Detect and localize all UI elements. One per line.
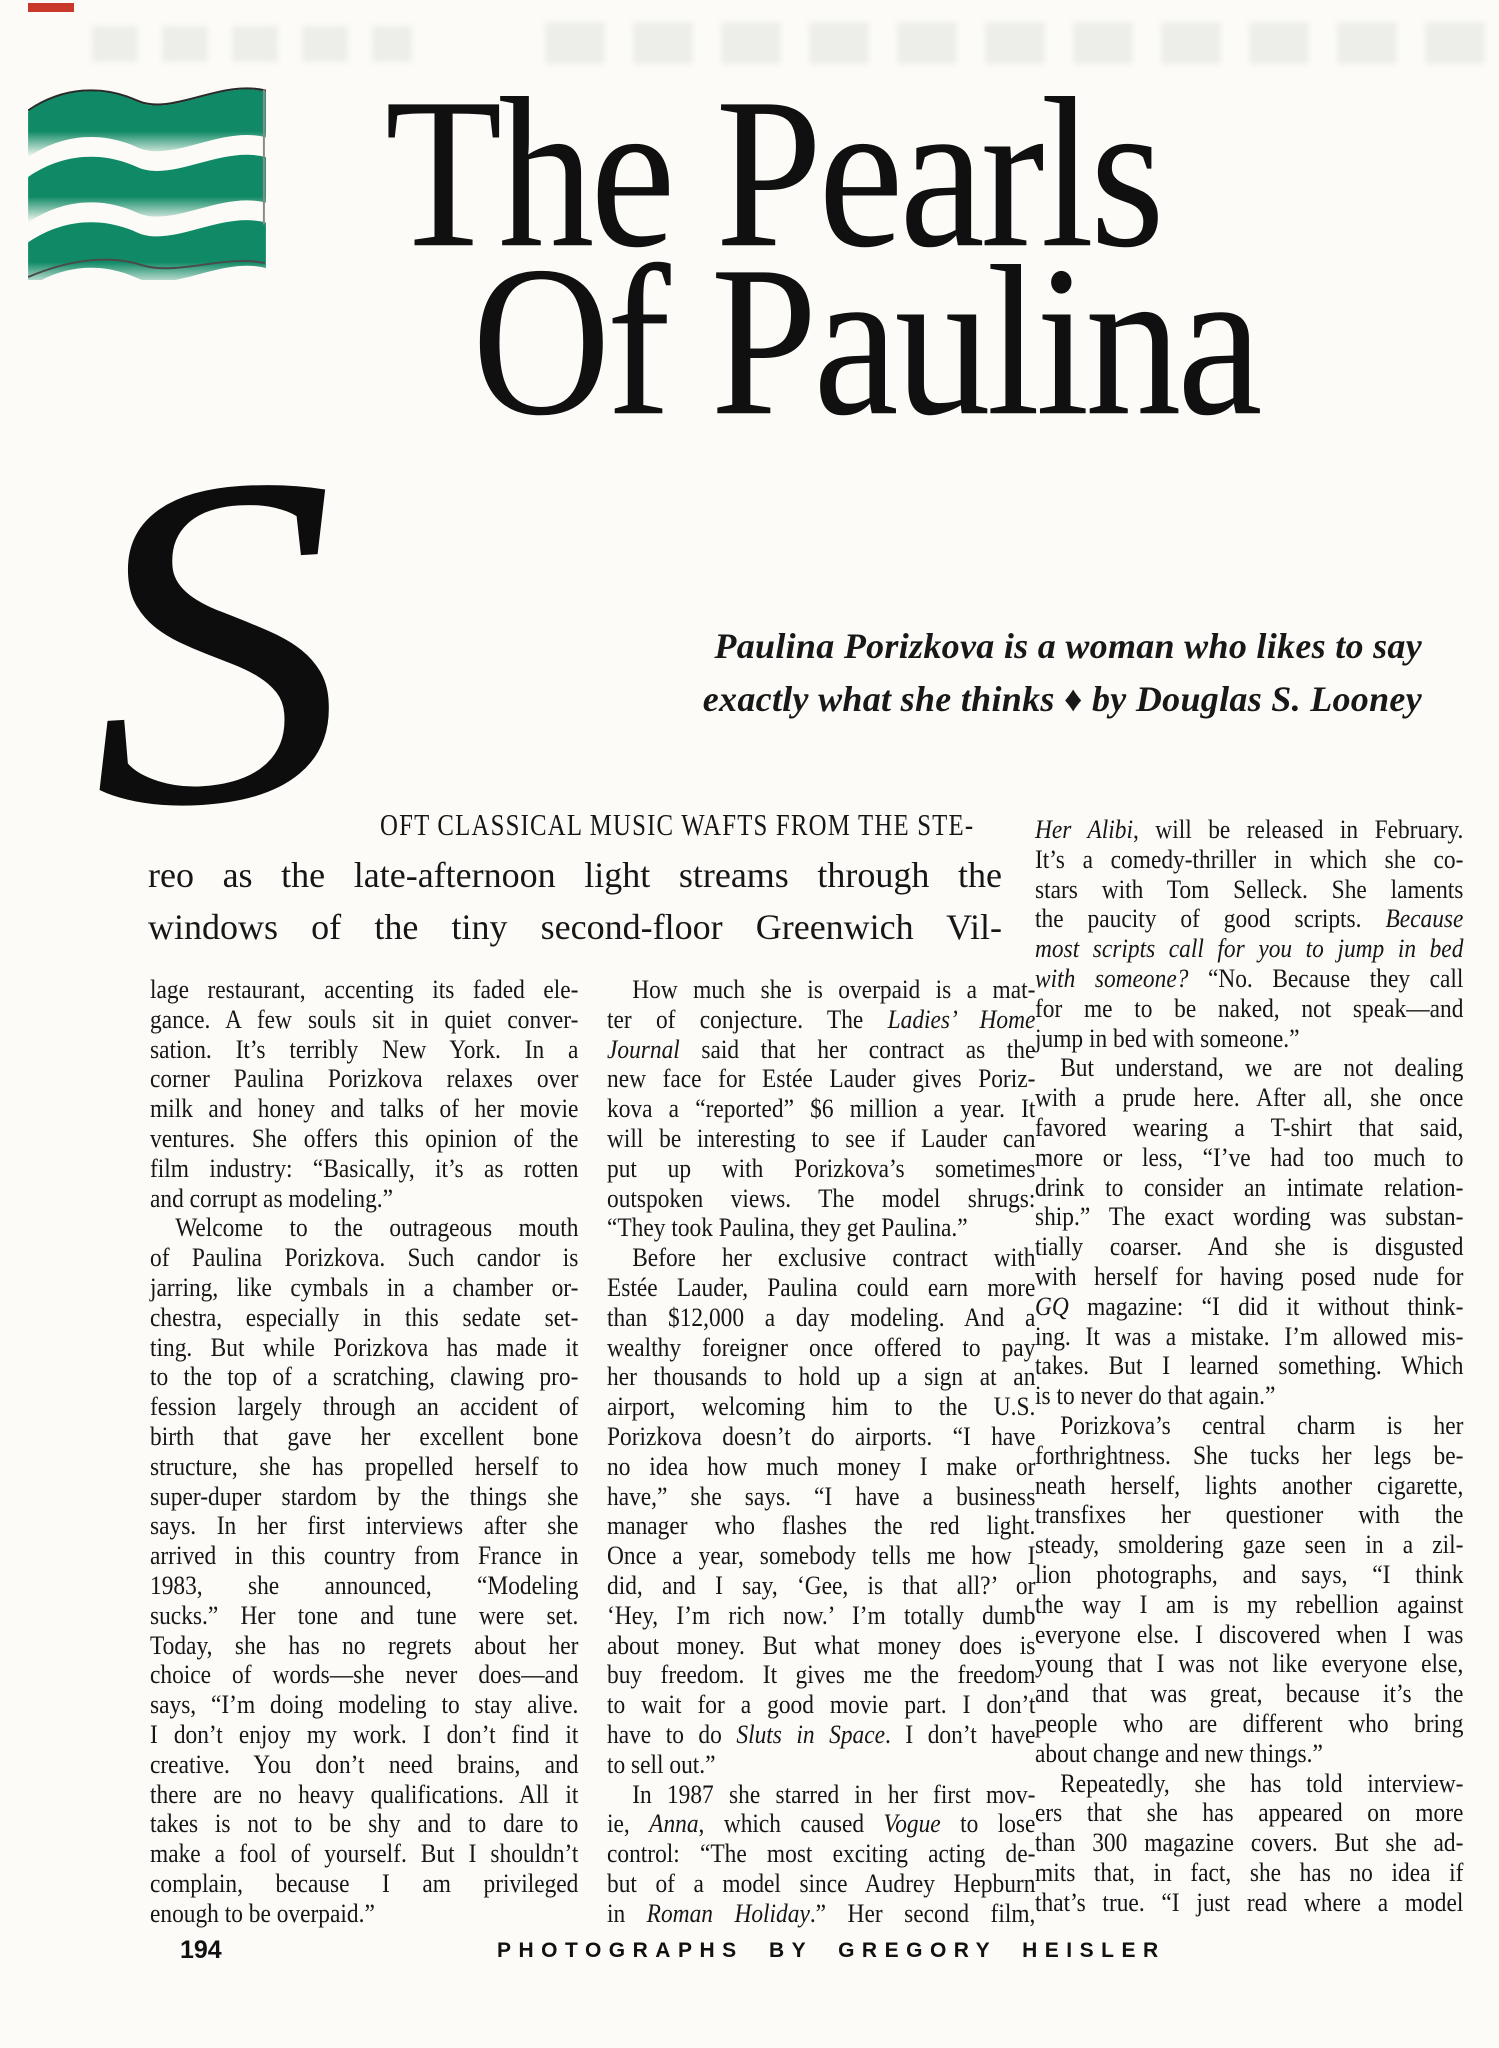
standfirst-line-1: Paulina Porizkova is a woman who likes to say (714, 626, 1422, 666)
text-line: to sell out.” (607, 1749, 716, 1779)
text-line: takes is not to be shy and to dare to (150, 1809, 579, 1839)
text-line: kova a “reported” $6 million a year. It (607, 1094, 1036, 1124)
text-line: with someone? “No. Because they call (1035, 963, 1464, 993)
text-line: will be interesting to see if Lauder can (607, 1123, 1036, 1153)
text-line: Welcome to the outrageous mouth (175, 1213, 579, 1243)
text-line: creative. You don’t need brains, and (150, 1749, 579, 1779)
text-line: fession largely through an accident of (150, 1392, 579, 1422)
text-line: her thousands to hold up a sign at an (607, 1362, 1036, 1392)
text-line: about change and new things.” (1035, 1738, 1323, 1768)
text-line: control: “The most exciting acting de- (607, 1839, 1036, 1869)
text-line: Today, she has no regrets about her (150, 1630, 579, 1660)
text-line: I don’t enjoy my work. I don’t find it (150, 1719, 579, 1749)
text-line: manager who flashes the red light. (607, 1511, 1036, 1541)
lead-line-3: windows of the tiny second-floor Greenwich Vil- (148, 907, 1002, 947)
text-line: that’s true. “I just read where a model (1035, 1887, 1464, 1917)
article-column-2 (607, 975, 1035, 1929)
text-line: ing. It was a mistake. I’m allowed mis- (1035, 1321, 1464, 1351)
text-line: corner Paulina Porizkova relaxes over (150, 1064, 579, 1094)
text-line: 1983, she announced, “Modeling (150, 1570, 579, 1600)
text-line: about money. But what money does is (607, 1630, 1036, 1660)
text-line: there are no heavy qualifications. All it (150, 1779, 579, 1809)
headline-line-1: The Pearls (385, 53, 1161, 293)
text-line: lion photographs, and says, “I think (1035, 1559, 1464, 1589)
green-wave-flag-logo (28, 66, 266, 280)
text-line: for me to be naked, not speak—and (1035, 993, 1464, 1023)
text-line: favored wearing a T-shirt that said, (1035, 1112, 1464, 1142)
text-line: ventures. She offers this opinion of the (150, 1123, 579, 1153)
text-line: the way I am is my rebellion against (1035, 1589, 1464, 1619)
text-line: outspoken views. The model shrugs: (607, 1183, 1036, 1213)
text-line: young that I was not like everyone else, (1035, 1649, 1464, 1679)
text-line: chestra, especially in this sedate set- (150, 1302, 579, 1332)
text-line: but of a model since Audrey Hepburn (607, 1868, 1036, 1898)
text-line: did, and I say, ‘Gee, is that all?’ or (607, 1570, 1036, 1600)
text-line: says. In her first interviews after she (150, 1511, 579, 1541)
drop-cap: S (61, 372, 366, 909)
registration-red-mark (28, 3, 74, 12)
text-line: have to do Sluts in Space. I don’t have (607, 1719, 1036, 1749)
text-line: to the top of a scratching, clawing pro- (150, 1362, 579, 1392)
page-number: 194 (180, 1936, 222, 1964)
text-line: Repeatedly, she has told interview- (1060, 1768, 1464, 1798)
text-line: wealthy foreigner once offered to pay (607, 1332, 1036, 1362)
text-line: is to never do that again.” (1035, 1381, 1276, 1411)
text-line: Porizkova doesn’t do airports. “I have (607, 1421, 1036, 1451)
text-line: birth that gave her excellent bone (150, 1421, 579, 1451)
text-line: ‘Hey, I’m rich now.’ I’m totally dumb (607, 1600, 1036, 1630)
text-line: people who are different who bring (1035, 1708, 1464, 1738)
text-line: to wait for a good movie part. I don’t (607, 1690, 1036, 1720)
text-line: How much she is overpaid is a mat- (632, 975, 1036, 1004)
article-column-1 (150, 975, 578, 1929)
text-line: It’s a comedy-thriller in which she co- (1035, 844, 1464, 874)
text-line: Porizkova’s central charm is her (1060, 1410, 1464, 1440)
text-line: have,” she says. “I have a business (607, 1481, 1036, 1511)
text-line: But understand, we are not dealing (1060, 1053, 1464, 1083)
print-bleed-smudge (92, 26, 412, 62)
text-line: in Roman Holiday.” Her second film, (607, 1898, 1036, 1928)
text-line: steady, smoldering gaze seen in a zil- (1035, 1530, 1464, 1560)
text-line: Before her exclusive contract with (632, 1243, 1036, 1273)
flag-icon (28, 66, 266, 280)
photo-credit: PHOTOGRAPHS BY GREGORY HEISLER (497, 1939, 1166, 1962)
text-line: says, “I’m doing modeling to stay alive. (150, 1690, 579, 1720)
text-line: make a fool of yourself. But I shouldn’t (150, 1839, 579, 1869)
text-line: everyone else. I discovered when I was (1035, 1619, 1464, 1649)
text-line: no idea how much money I make or (607, 1451, 1036, 1481)
text-line: tially coarser. And she is disgusted (1035, 1232, 1464, 1262)
text-line: takes. But I learned something. Which (1035, 1351, 1464, 1381)
text-line: arrived in this country from France in (150, 1541, 579, 1571)
text-line: ter of conjecture. The Ladies’ Home (607, 1004, 1036, 1034)
text-line: with herself for having posed nude for (1035, 1261, 1464, 1291)
lead-line-2: reo as the late-afternoon light streams through the (148, 855, 1002, 895)
text-line: than $12,000 a day modeling. And a (607, 1302, 1036, 1332)
text-line: complain, because I am privileged (150, 1868, 579, 1898)
text-line: the paucity of good scripts. Because (1035, 904, 1464, 934)
lead-caps-text: OFT CLASSICAL MUSIC WAFTS FROM THE STE- (380, 807, 975, 842)
text-line: super-duper stardom by the things she (150, 1481, 579, 1511)
text-line: transfixes her questioner with the (1035, 1500, 1464, 1530)
headline-line-2: Of Paulina (472, 221, 1259, 461)
text-line: structure, she has propelled herself to (150, 1451, 579, 1481)
text-line: most scripts call for you to jump in bed (1035, 934, 1464, 964)
text-line: Journal said that her contract as the (607, 1034, 1036, 1064)
text-line: and that was great, because it’s the (1035, 1679, 1464, 1709)
text-line: Once a year, somebody tells me how I (607, 1541, 1036, 1571)
text-line: gance. A few souls sit in quiet conver- (150, 1004, 579, 1034)
text-line: choice of words—she never does—and (150, 1660, 579, 1690)
text-line: stars with Tom Selleck. She laments (1035, 874, 1464, 904)
text-line: more or less, “I’ve had too much to (1035, 1142, 1464, 1172)
standfirst-line-2: exactly what she thinks ♦ by Douglas S. Looney (702, 679, 1422, 719)
text-line: with a prude here. After all, she once (1035, 1083, 1464, 1113)
text-line: ie, Anna, which caused Vogue to lose (607, 1809, 1036, 1839)
text-line: forthrightness. She tucks her legs be- (1035, 1440, 1464, 1470)
text-line: sucks.” Her tone and tune were set. (150, 1600, 579, 1630)
text-line: and corrupt as modeling.” (150, 1183, 394, 1213)
text-line: of Paulina Porizkova. Such candor is (150, 1243, 579, 1273)
text-line: new face for Estée Lauder gives Poriz- (607, 1064, 1036, 1094)
text-line: enough to be overpaid.” (150, 1898, 375, 1928)
text-line: ting. But while Porizkova has made it (150, 1332, 579, 1362)
text-line: sation. It’s terribly New York. In a (150, 1034, 579, 1064)
lead-caps-line (148, 797, 1002, 849)
text-line: lage restaurant, accenting its faded ele- (150, 975, 579, 1004)
text-line: In 1987 she starred in her first mov- (632, 1779, 1036, 1809)
text-line: ers that she has appeared on more (1035, 1798, 1464, 1828)
text-line: airport, welcoming him to the U.S. (607, 1392, 1036, 1422)
text-line: Estée Lauder, Paulina could earn more (607, 1272, 1036, 1302)
text-line: film industry: “Basically, it’s as rotten (150, 1153, 579, 1183)
text-line: ship.” The exact wording was substan- (1035, 1202, 1464, 1232)
standfirst (560, 620, 1422, 726)
text-line: neath herself, lights another cigarette, (1035, 1470, 1464, 1500)
article-column-3 (1035, 815, 1463, 1917)
text-line: than 300 magazine covers. But she ad- (1035, 1828, 1464, 1858)
text-line: jump in bed with someone.” (1035, 1023, 1300, 1053)
text-line: jarring, like cymbals in a chamber or- (150, 1272, 579, 1302)
text-line: put up with Porizkova’s sometimes (607, 1153, 1036, 1183)
text-line: “They took Paulina, they get Paulina.” (607, 1213, 968, 1243)
text-line: Her Alibi, will be released in February. (1035, 815, 1464, 844)
text-line: buy freedom. It gives me the freedom (607, 1660, 1036, 1690)
text-line: GQ magazine: “I did it without think- (1035, 1291, 1464, 1321)
text-line: milk and honey and talks of her movie (150, 1094, 579, 1124)
text-line: drink to consider an intimate relation- (1035, 1172, 1464, 1202)
text-line: mits that, in fact, she has no idea if (1035, 1857, 1464, 1887)
lead-paragraph (148, 797, 1002, 953)
